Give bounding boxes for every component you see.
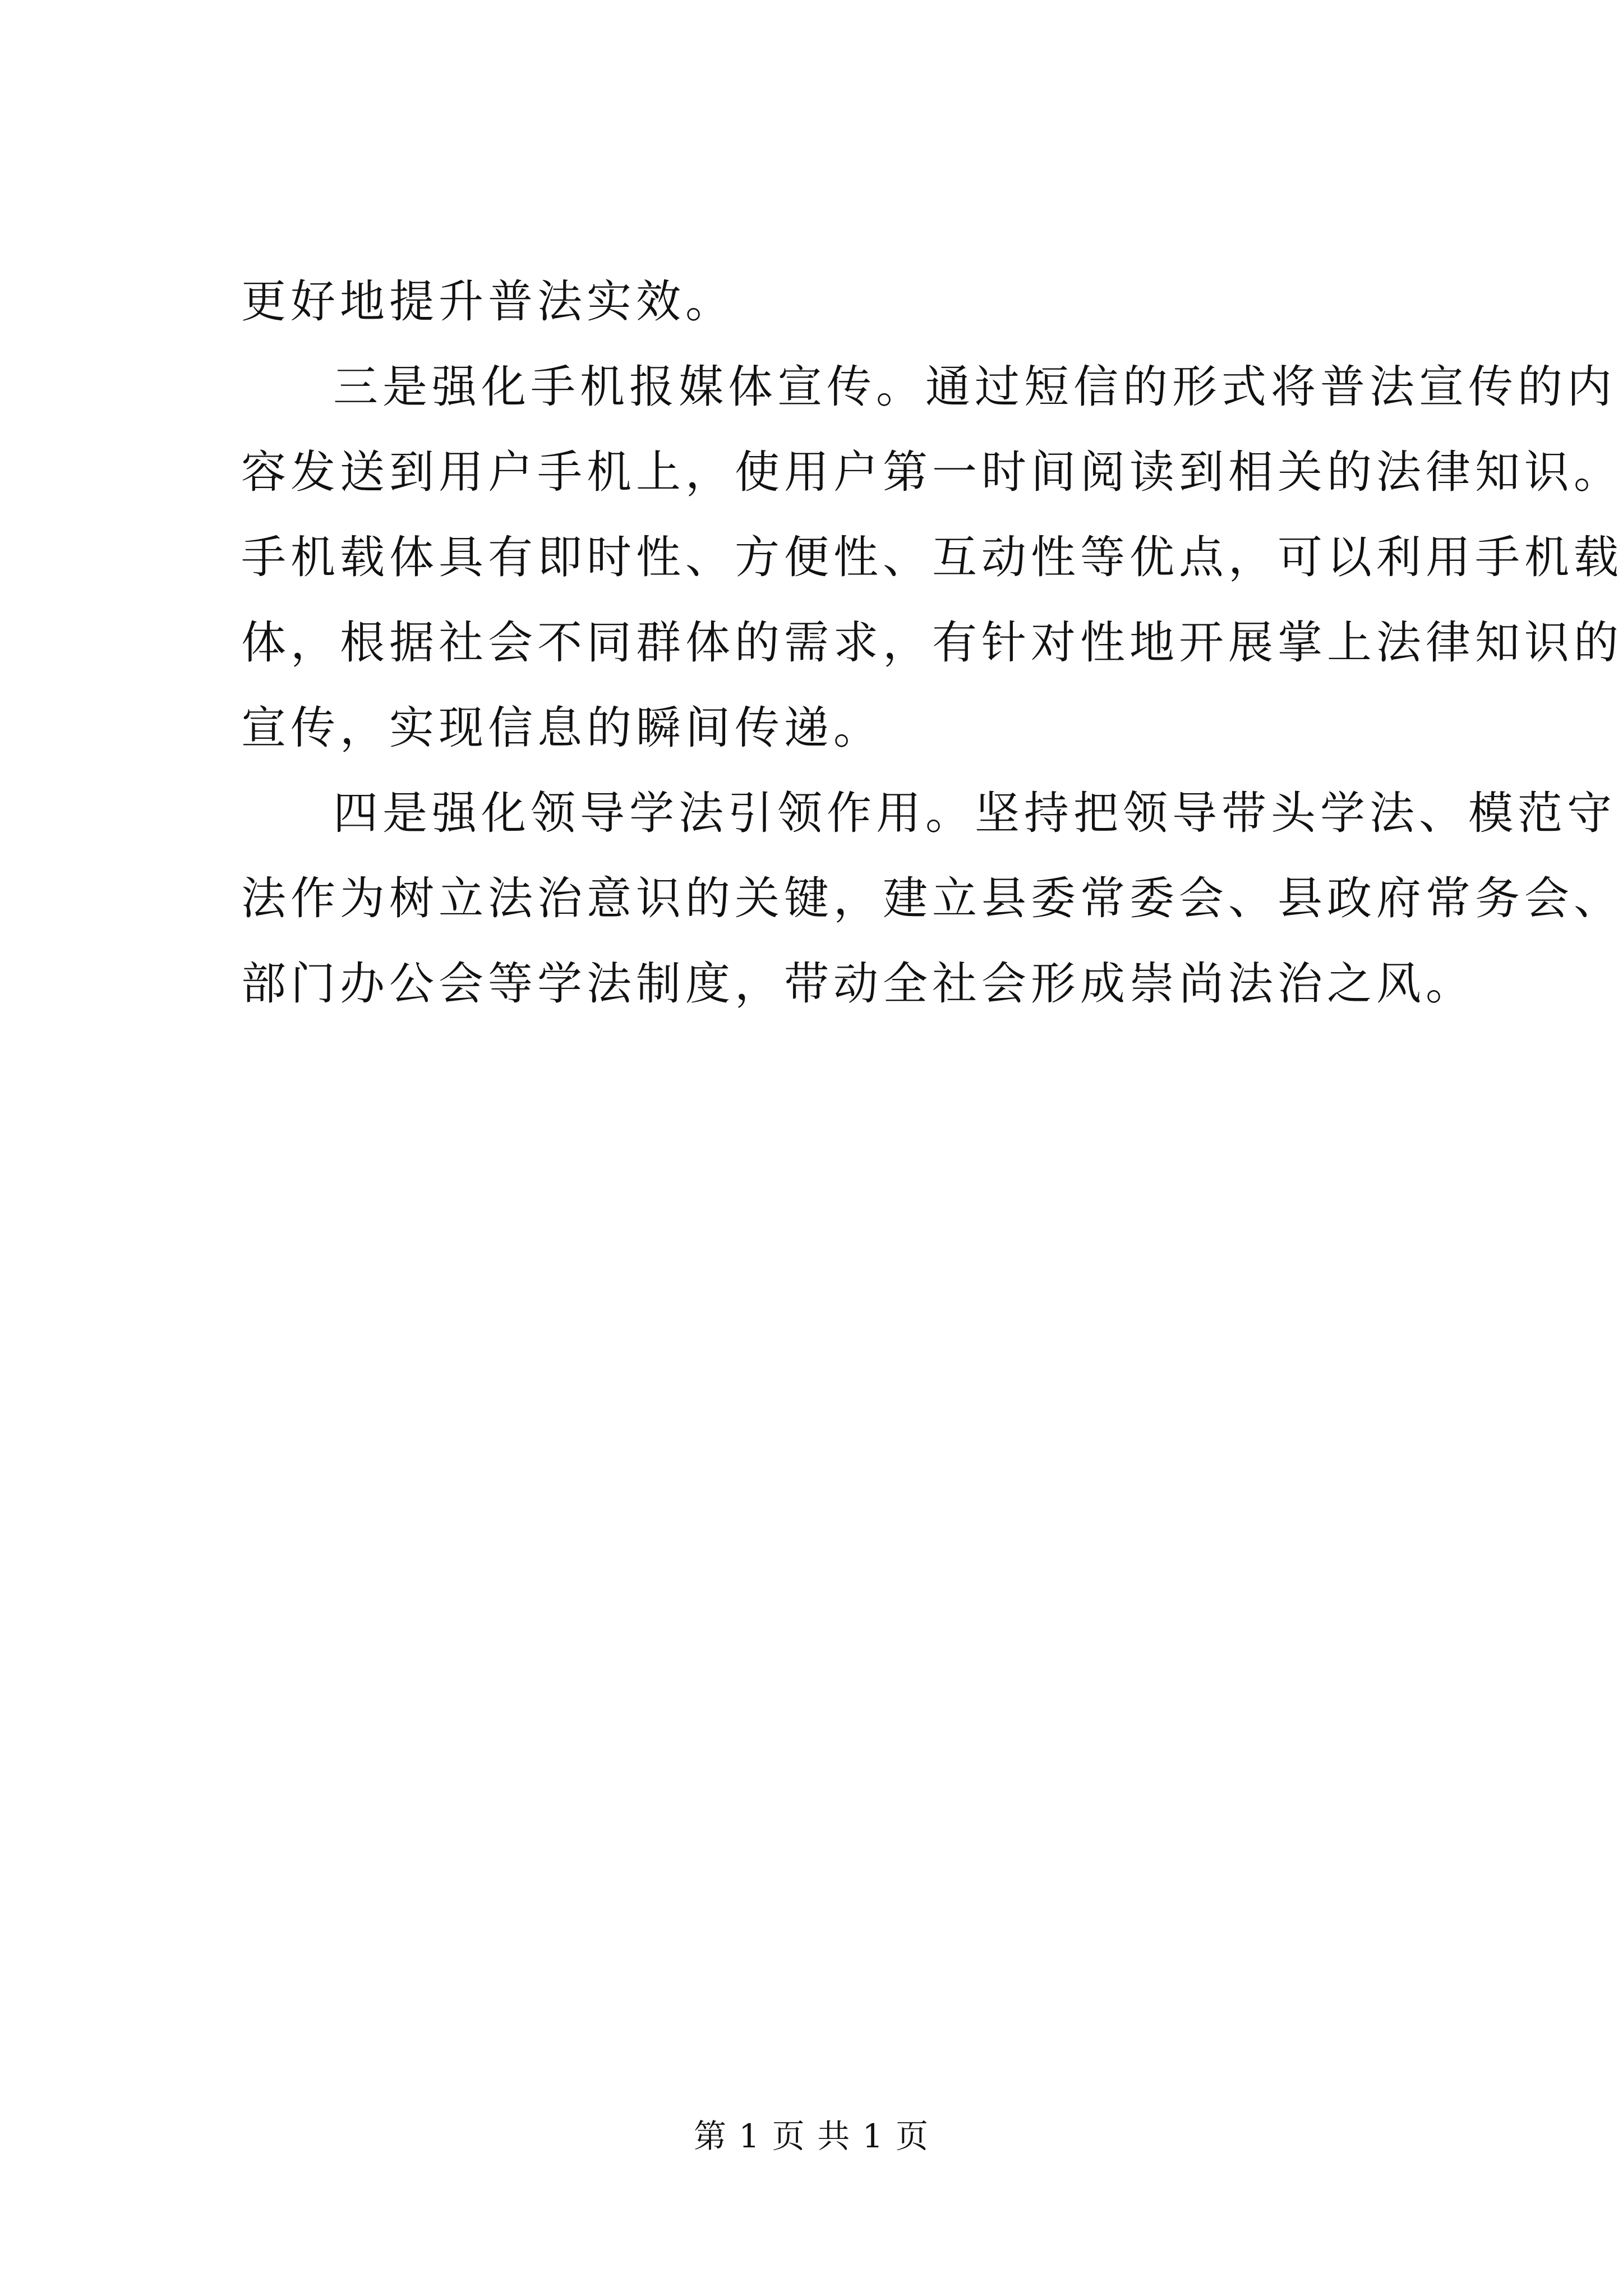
paragraph-first-line: 三是强化手机报媒体宣传。通过短信的形式将普法宣传的内 — [333, 361, 1616, 413]
text-line: 手机载体具有即时性、方便性、互动性等优点，可以利用手机载 — [241, 531, 1623, 583]
text-line: 体，根据社会不同群体的需求，有针对性地开展掌上法律知识的 — [241, 616, 1623, 669]
page-number-footer: 第 1 页 共 1 页 — [694, 2117, 929, 2155]
text-line: 宣传，实现信息的瞬间传递。 — [241, 702, 883, 754]
paragraph-first-line: 四是强化领导学法引领作用。坚持把领导带头学法、模范守 — [333, 787, 1616, 839]
text-line: 更好地提升普法实效。 — [241, 275, 735, 328]
text-line: 部门办公会等学法制度，带动全社会形成崇尚法治之风。 — [241, 958, 1475, 1010]
document-body — [241, 259, 1623, 1027]
text-line: 容发送到用户手机上，使用户第一时间阅读到相关的法律知识。 — [241, 446, 1623, 498]
text-line: 法作为树立法治意识的关键，建立县委常委会、县政府常务会、 — [241, 872, 1623, 924]
